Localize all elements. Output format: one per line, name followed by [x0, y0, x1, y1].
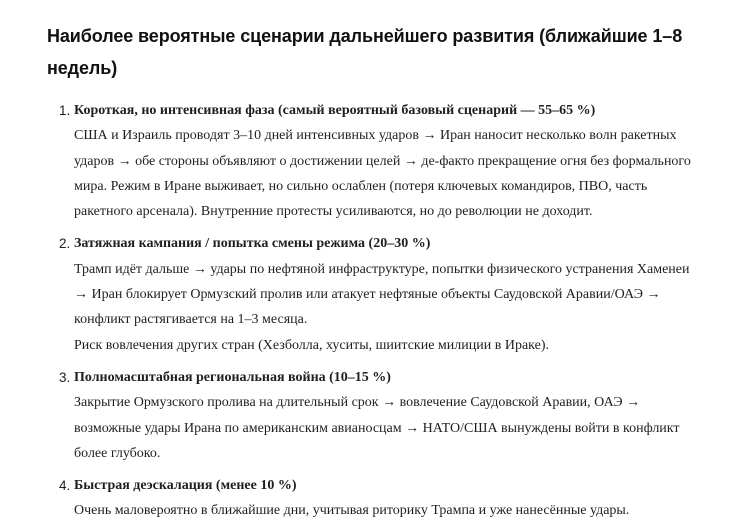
item-number: 2.	[59, 236, 71, 252]
list-item	[60, 365, 700, 466]
list-item	[60, 473, 700, 524]
scenario-list	[47, 98, 700, 524]
item-title: Затяжная кампания / попытка смены режима (20–30 %)	[74, 236, 431, 252]
list-item	[60, 98, 700, 224]
item-text: Риск вовлечения других стран (Хезболла, хуситы, шиитские милиции в Ираке).	[74, 337, 550, 353]
item-text: Закрытие Ормузского пролива на длительный срок → вовлечение Саудовской Аравии, ОАЭ → возможные удары Ирана по американским авианосцам → НАТО/США вынуждены войти в конфликт более глубоко.	[74, 395, 680, 461]
item-number: 1.	[59, 103, 71, 118]
item-text: США и Израиль проводят 3–10 дней интенсивных ударов → Иран наносит несколько волн ракетных ударов → обе стороны объявляют о достижении целей → де-факто прекращение огня без формального мира. Режим в Иране выживает, но сильно ослаблен (потеря ключевых командиров, ПВО, часть ракетного арсенала). Внутренние протесты усиливаются, но до революции не доходит.	[74, 128, 691, 220]
page-title: Наиболее вероятные сценарии дальнейшего развития (ближайшие 1–8 недель)	[47, 26, 683, 78]
item-text: Трамп идёт дальше → удары по нефтяной инфраструктуре, попытки физического устранения Хаменеи → Иран блокирует Ормузский пролив или атакует нефтяные объекты Саудовской Аравии/ОАЭ → конфликт растягивается на 1–3 месяца.	[74, 261, 690, 328]
item-title: Быстрая деэскалация (менее 10 %)	[74, 478, 297, 494]
item-title: Полномасштабная региональная война (10–15 %)	[74, 369, 391, 385]
item-number: 4.	[59, 478, 71, 494]
item-text: Очень маловероятно в ближайшие дни, учитывая риторику Трампа и уже нанесённые удары.	[74, 503, 630, 519]
item-title: Короткая, но интенсивная фаза (самый вероятный базовый сценарий — 55–65 %)	[74, 103, 596, 118]
list-item	[60, 231, 700, 357]
item-number: 3.	[59, 369, 71, 385]
